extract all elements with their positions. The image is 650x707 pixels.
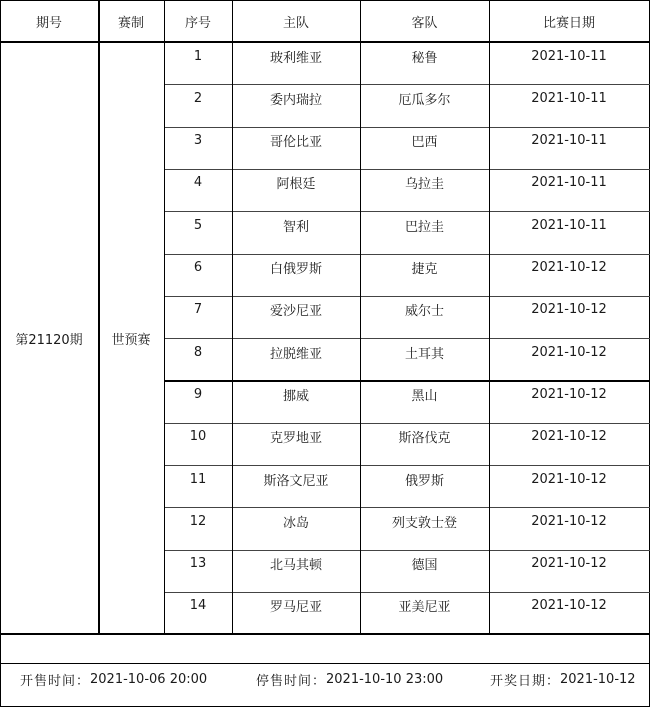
- row-divider: [164, 127, 650, 128]
- sale-start-label: 开售时间：: [20, 673, 91, 689]
- home-team-cell: 委内瑞拉: [269, 92, 322, 108]
- row-divider: [164, 380, 650, 382]
- away-team-cell: 列支敦士登: [391, 515, 457, 531]
- sale-stop: [256, 664, 443, 694]
- issue-cell: 第21120期: [15, 332, 83, 348]
- col-divider-5: [489, 0, 490, 634]
- match-date-cell: 2021-10-12: [531, 471, 607, 487]
- sale-stop-value: 2021-10-10 23:00: [326, 671, 444, 687]
- seq-cell: 1: [193, 48, 203, 64]
- header-seq: 序号: [184, 15, 211, 31]
- away-team-cell: 秘鲁: [411, 50, 438, 66]
- match-date-cell: 2021-10-11: [531, 217, 607, 233]
- row-divider: [164, 211, 650, 212]
- seq-cell: 9: [193, 386, 203, 402]
- match-date-cell: 2021-10-11: [531, 90, 607, 106]
- home-team-cell: 哥伦比亚: [269, 135, 322, 151]
- seq-cell: 11: [189, 471, 207, 487]
- seq-cell: 13: [189, 556, 207, 572]
- match-date-cell: 2021-10-12: [531, 513, 607, 529]
- match-date-cell: 2021-10-11: [531, 133, 607, 149]
- header-away: 客队: [411, 15, 438, 31]
- seq-cell: 3: [193, 133, 203, 149]
- seq-cell: 8: [193, 344, 203, 360]
- match-date-cell: 2021-10-12: [531, 598, 607, 614]
- draw-date-label: 开奖日期：: [490, 673, 561, 689]
- row-divider: [164, 338, 650, 339]
- draw-date: [490, 664, 636, 694]
- row-divider: [164, 592, 650, 593]
- match-date-cell: 2021-10-12: [531, 429, 607, 445]
- format-cell: 世预赛: [111, 332, 151, 348]
- home-team-cell: 玻利维亚: [269, 50, 322, 66]
- header-date: 比赛日期: [542, 15, 595, 31]
- away-team-cell: 土耳其: [404, 346, 444, 362]
- match-date-cell: 2021-10-12: [531, 386, 607, 402]
- home-team-cell: 拉脱维亚: [269, 346, 322, 362]
- match-date-cell: 2021-10-12: [531, 302, 607, 318]
- away-team-cell: 巴西: [411, 135, 438, 151]
- row-divider: [164, 254, 650, 255]
- seq-cell: 14: [189, 598, 207, 614]
- away-team-cell: 捷克: [411, 262, 438, 277]
- away-team-cell: 斯洛伐克: [398, 431, 451, 447]
- sale-start: [20, 664, 207, 694]
- draw-date-value: 2021-10-12: [560, 671, 636, 687]
- away-team-cell: 厄瓜多尔: [398, 92, 451, 108]
- seq-cell: 6: [193, 260, 203, 275]
- seq-cell: 2: [193, 90, 203, 106]
- home-team-cell: 阿根廷: [276, 177, 316, 193]
- match-date-cell: 2021-10-11: [531, 48, 607, 64]
- row-divider: [164, 423, 650, 424]
- away-team-cell: 德国: [411, 558, 438, 574]
- away-team-cell: 黑山: [411, 388, 438, 404]
- away-team-cell: 俄罗斯: [404, 473, 444, 489]
- row-divider: [164, 550, 650, 551]
- match-date-cell: 2021-10-12: [531, 260, 607, 275]
- home-team-cell: 白俄罗斯: [269, 262, 322, 277]
- away-team-cell: 亚美尼亚: [398, 600, 451, 616]
- home-team-cell: 北马其顿: [269, 558, 322, 574]
- sale-stop-label: 停售时间：: [256, 673, 327, 689]
- col-divider-2: [164, 0, 165, 634]
- home-team-cell: 斯洛文尼亚: [263, 473, 329, 489]
- match-date-cell: 2021-10-11: [531, 175, 607, 191]
- away-team-cell: 威尔士: [404, 304, 444, 320]
- home-team-cell: 智利: [282, 219, 309, 235]
- row-divider: [164, 296, 650, 297]
- home-team-cell: 挪威: [282, 388, 309, 404]
- seq-cell: 10: [189, 429, 207, 445]
- home-team-cell: 克罗地亚: [269, 431, 322, 447]
- away-team-cell: 巴拉圭: [404, 219, 444, 235]
- row-divider: [164, 84, 650, 85]
- row-divider: [164, 465, 650, 466]
- away-team-cell: 乌拉圭: [404, 177, 444, 193]
- seq-cell: 12: [189, 513, 207, 529]
- match-date-cell: 2021-10-12: [531, 556, 607, 572]
- match-date-cell: 2021-10-12: [531, 344, 607, 360]
- header-format: 赛制: [117, 15, 144, 31]
- row-divider: [164, 169, 650, 170]
- seq-cell: 4: [193, 175, 203, 191]
- seq-cell: 5: [193, 217, 203, 233]
- home-team-cell: 罗马尼亚: [269, 600, 322, 616]
- seq-cell: 7: [193, 302, 203, 318]
- header-issue: 期号: [35, 15, 62, 31]
- home-team-cell: 爱沙尼亚: [269, 304, 322, 320]
- col-divider-4: [360, 0, 361, 634]
- sale-start-value: 2021-10-06 20:00: [90, 671, 208, 687]
- home-team-cell: 冰岛: [282, 515, 309, 531]
- col-divider-3: [232, 0, 233, 634]
- row-divider: [164, 507, 650, 508]
- header-home: 主队: [282, 15, 309, 31]
- col-divider-1: [98, 0, 100, 634]
